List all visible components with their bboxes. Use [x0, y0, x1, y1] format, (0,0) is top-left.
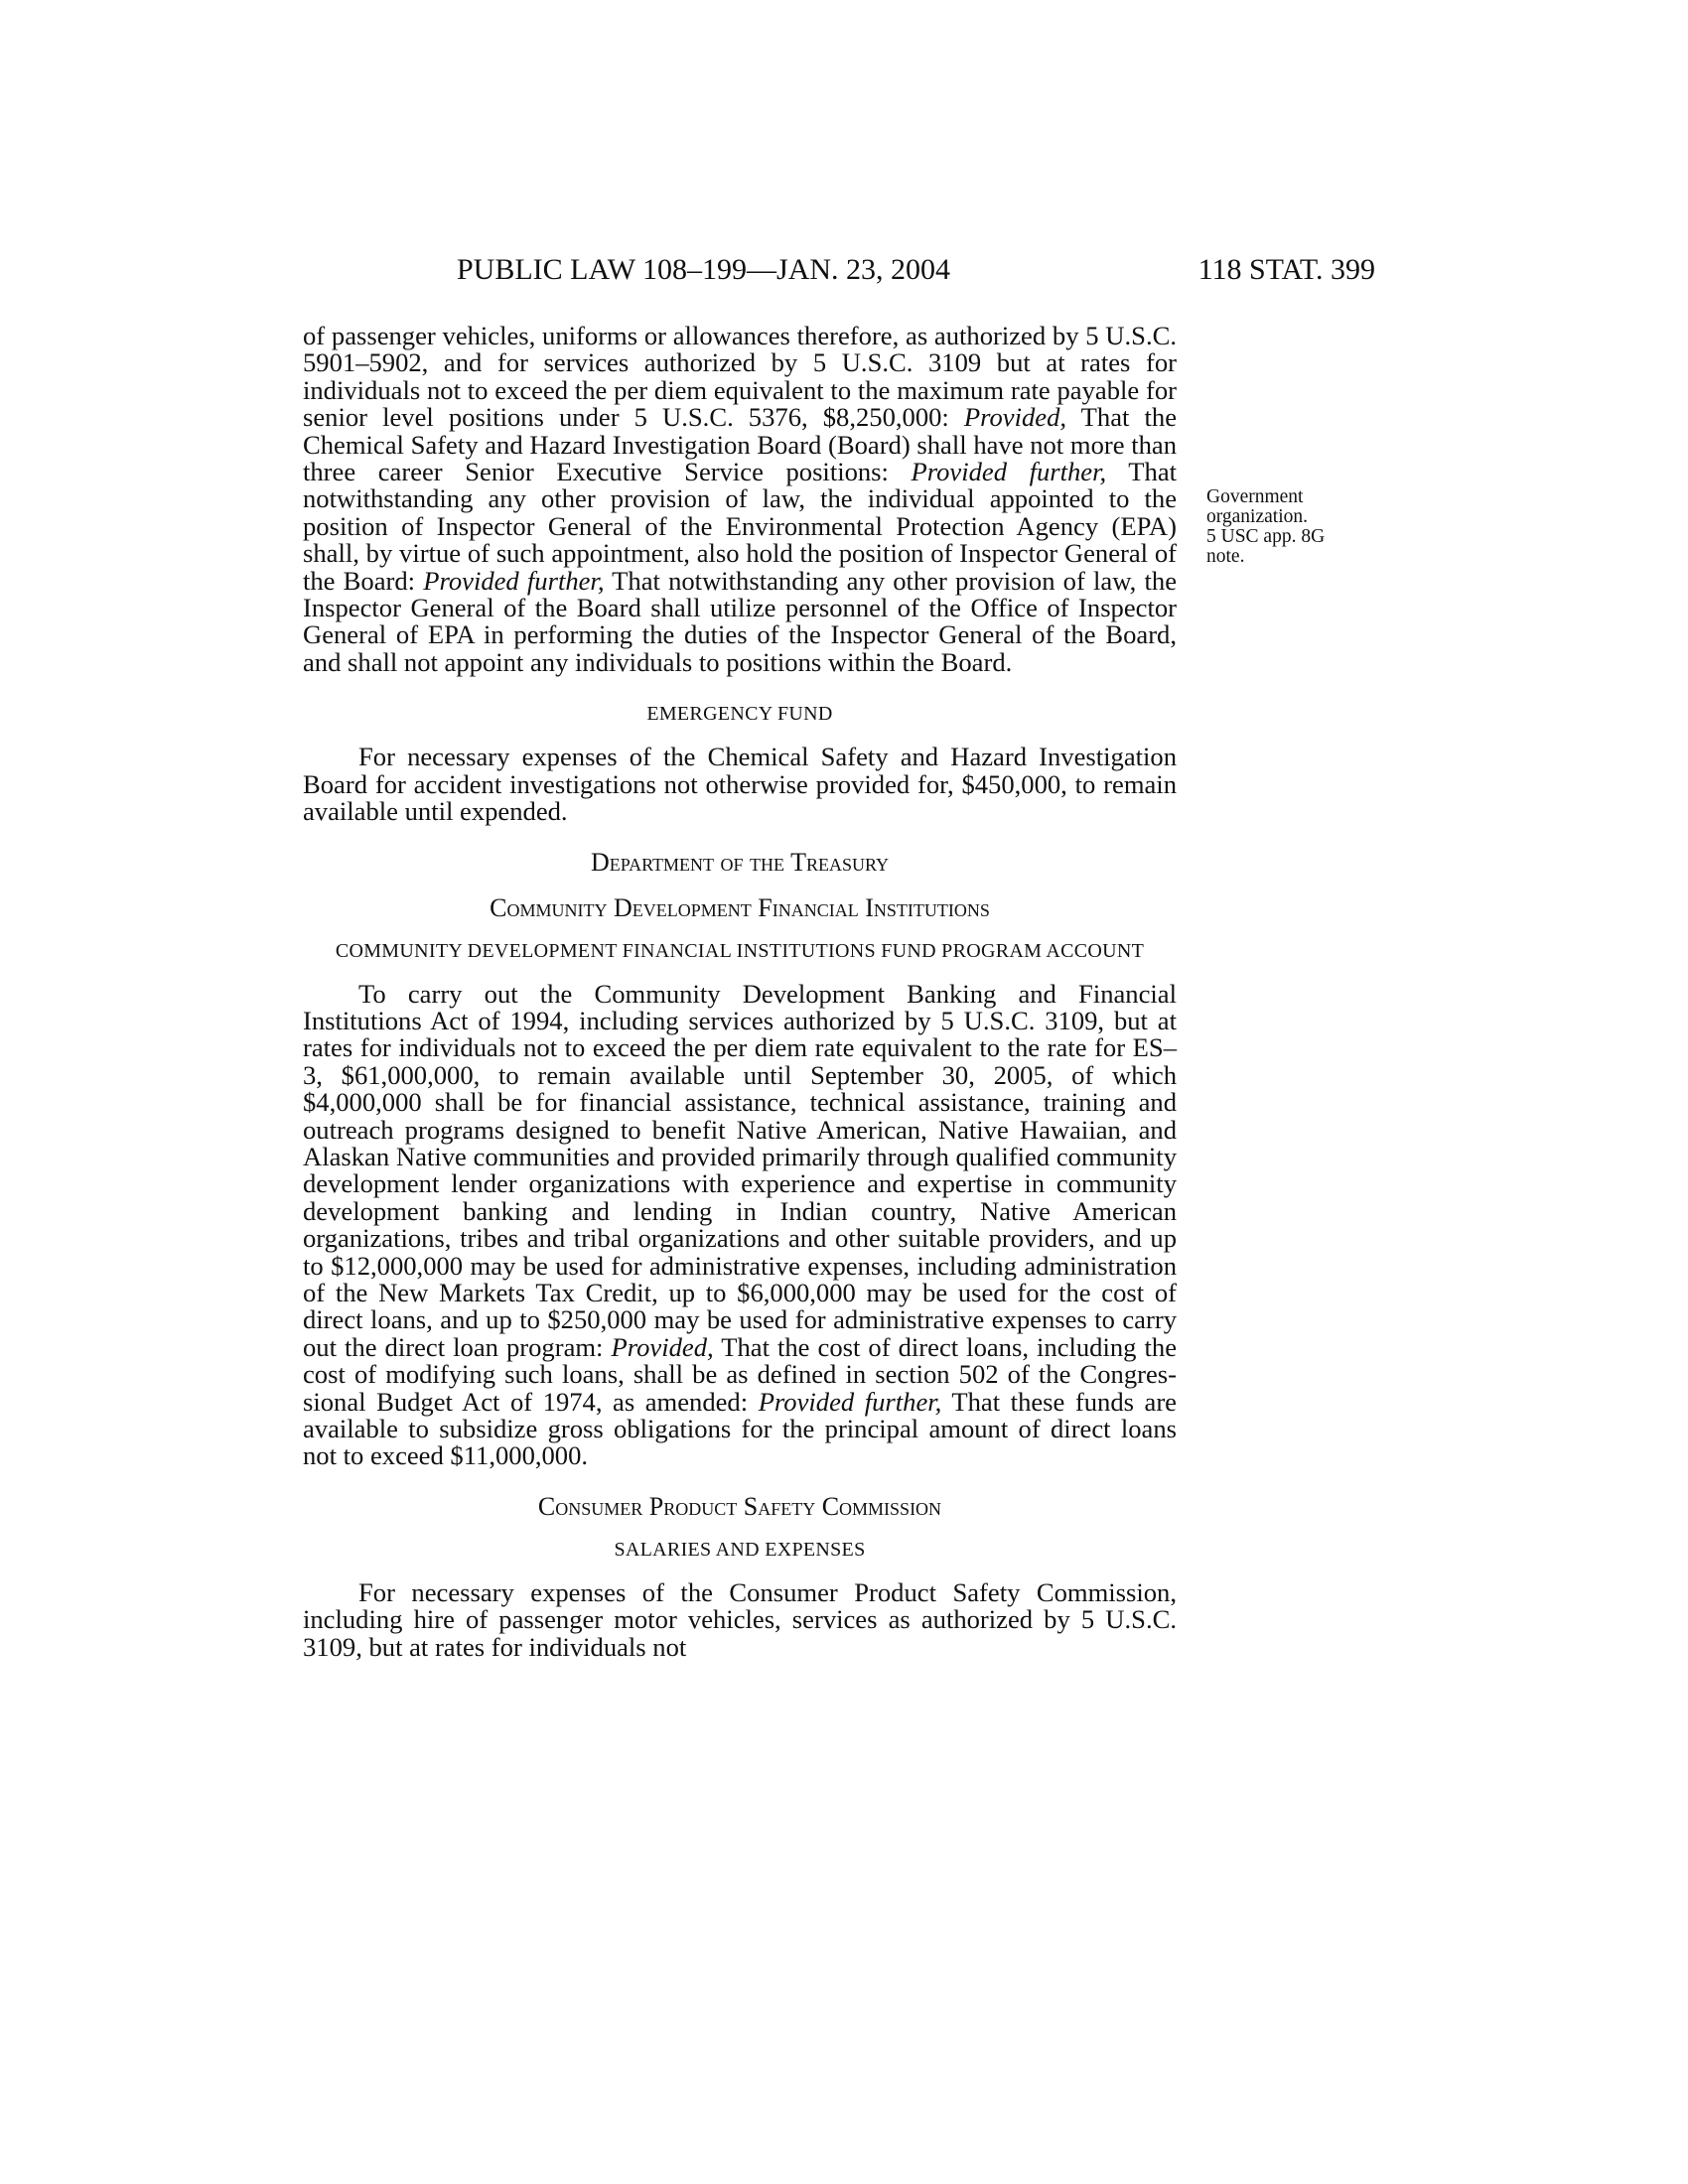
section-heading-emergency-fund: EMERGENCY FUND	[646, 703, 833, 726]
subheading-cdfi: Community Development Financial Institutions	[490, 892, 990, 922]
statute-page-number: 118 STAT. 399	[1197, 253, 1375, 286]
page-header	[303, 250, 1375, 290]
section-heading-salaries-expenses: SALARIES AND EXPENSES	[614, 1538, 866, 1561]
paragraph-cpsc-salaries: For necessary expenses of the Consumer Product Safety Commission, including hire of passenger motor vehicles, services as authorized by 5 U.S.C. 3109, but at rates for individuals not	[303, 1576, 1177, 1662]
account-heading-cdfi-fund: COMMUNITY DEVELOPMENT FINANCIAL INSTITUTIONS FUND PROGRAM ACCOUNT	[335, 939, 1145, 962]
paragraph-emergency-fund: For necessary expenses of the Chemical Safety and Hazard Investigation Board for accident investigations not otherwise provided for, $450,000, to remain available until expended.	[303, 742, 1177, 827]
body-text-column	[303, 323, 1177, 1661]
agency-heading-cpsc: Consumer Product Safety Commission	[537, 1491, 942, 1521]
margin-note-line: Government	[1206, 486, 1304, 507]
department-heading-treasury: Department of the Treasury	[591, 847, 889, 877]
law-citation: PUBLIC LAW 108–199—JAN. 23, 2004	[457, 253, 951, 286]
margin-note-line: note.	[1206, 546, 1245, 567]
margin-note	[1206, 487, 1385, 567]
margin-note-line: 5 USC app. 8G	[1206, 526, 1326, 547]
paragraph-cdfi-fund: To carry out the Community Development Banking and Financial Institutions Act of 1994, including services authorized by 5 U.S.C. 3109, but at rates for individuals not to exceed the per diem rate equivalent to the rate for ES–3, $61,000,000, to remain available until September 30, 2005, of which $4,000,000 shall be for financial assistance, technical assistance, training and outreach programs designed to benefit Native American, Native Hawaiian, and Alaskan Native communities and provided primarily through qualified community development lender organizations with experience and expertise in community development banking and lending in Indian country, Native American organizations, tribes and tribal organizations and other suitable providers, and up to $12,000,000 may be used for administrative expenses, including administration of the New Markets Tax Credit, up to $6,000,000 may be used for the cost of direct loans, and up to $250,000 may be used for administrative expenses to carry out the direct loan program: Provided, That the cost of direct loans, including the cost of modifying such loans, shall be as defined in section 502 of the Congressional Budget Act of 1974, as amended: Provided further, That these funds are available to subsidize gross obligations for the principal amount of direct loans not to exceed $11,000,000.	[303, 978, 1177, 1471]
paragraph-chemical-safety-board: of passenger vehicles, uniforms or allowances therefore, as authorized by 5 U.S.C. 5901–5902, and for services authorized by 5 U.S.C. 3109 but at rates for individuals not to exceed the per diem equivalent to the maximum rate payable for senior level positions under 5 U.S.C. 5376, $8,250,000: Provided, That the Chemical Safety and Hazard Investigation Board (Board) shall have not more than three career Senior Executive Service positions: Provided further, That notwithstanding any other provision of law, the individual appointed to the position of Inspector General of the Environmental Protection Agency (EPA) shall, by virtue of such appointment, also hold the position of Inspector General of the Board: Provided further, That notwithstanding any other provision of law, the Inspector General of the Board shall utilize personnel of the Office of Inspector General of EPA in performing the duties of the Inspector General of the Board, and shall not appoint any individuals to positions within the Board.	[303, 321, 1178, 677]
margin-note-line: organization.	[1206, 506, 1308, 527]
